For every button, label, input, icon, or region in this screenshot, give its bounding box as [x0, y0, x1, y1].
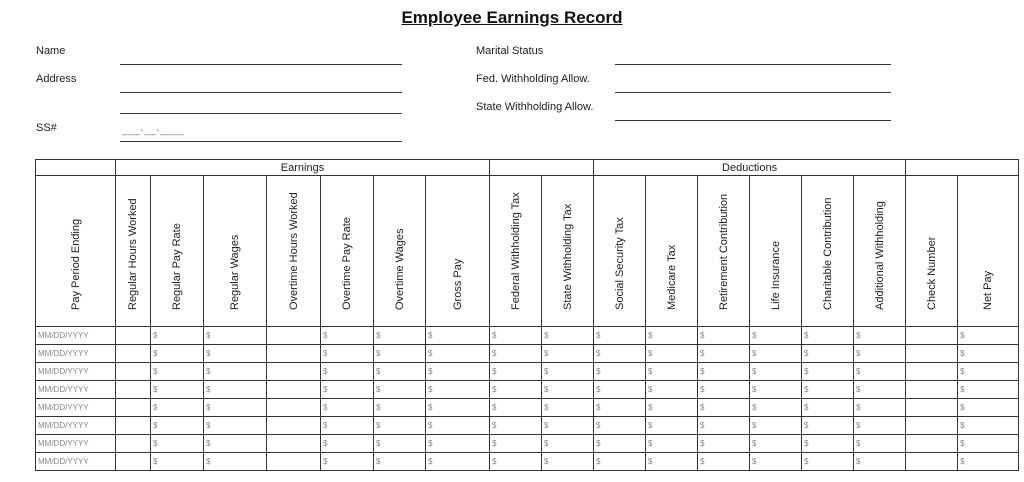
table-cell[interactable]: $ [321, 345, 374, 363]
table-cell[interactable]: MM/DD/YYYY [36, 417, 116, 435]
table-cell[interactable] [906, 381, 958, 399]
table-cell[interactable]: MM/DD/YYYY [36, 327, 116, 345]
table-cell[interactable]: $ [542, 435, 594, 453]
table-cell[interactable]: $ [646, 363, 698, 381]
table-cell[interactable]: $ [542, 345, 594, 363]
table-cell[interactable]: $ [490, 363, 542, 381]
table-cell[interactable]: $ [374, 345, 426, 363]
table-cell[interactable] [267, 345, 321, 363]
table-cell[interactable]: $ [426, 453, 490, 471]
table-cell[interactable]: $ [802, 417, 854, 435]
table-cell[interactable]: $ [426, 417, 490, 435]
table-cell[interactable]: $ [802, 435, 854, 453]
table-cell[interactable]: $ [750, 327, 802, 345]
table-row [36, 381, 1019, 399]
table-cell[interactable]: $ [490, 345, 542, 363]
group-header-blank [36, 160, 116, 176]
table-cell[interactable]: $ [594, 327, 646, 345]
table-row [36, 345, 1019, 363]
table-cell[interactable] [116, 327, 151, 345]
column-header [646, 176, 698, 327]
table-cell[interactable]: $ [542, 381, 594, 399]
column-header-label: Additional Withholding [873, 201, 886, 310]
table-cell[interactable]: $ [958, 399, 1019, 417]
table-cell[interactable]: $ [204, 327, 267, 345]
column-header [151, 176, 204, 327]
table-cell[interactable]: $ [151, 345, 204, 363]
table-cell[interactable]: MM/DD/YYYY [36, 381, 116, 399]
table-cell[interactable] [116, 363, 151, 381]
column-header [750, 176, 802, 327]
table-cell[interactable] [906, 453, 958, 471]
table-cell[interactable]: $ [204, 435, 267, 453]
table-cell[interactable]: $ [594, 417, 646, 435]
table-cell[interactable]: $ [958, 417, 1019, 435]
table-cell[interactable]: $ [854, 399, 906, 417]
table-cell[interactable] [906, 399, 958, 417]
column-header [321, 176, 374, 327]
table-cell[interactable]: $ [151, 399, 204, 417]
table-cell[interactable]: $ [802, 327, 854, 345]
table-cell[interactable]: $ [802, 345, 854, 363]
table-cell[interactable]: $ [542, 453, 594, 471]
column-header-label: Retirement Contribution [717, 193, 730, 310]
column-header-label: Overtime Wages [393, 228, 406, 310]
table-cell[interactable]: $ [750, 399, 802, 417]
column-header [802, 176, 854, 327]
name-field[interactable] [120, 64, 402, 65]
table-cell[interactable]: $ [958, 363, 1019, 381]
table-cell[interactable] [267, 363, 321, 381]
table-cell[interactable]: $ [321, 327, 374, 345]
table-cell[interactable] [267, 399, 321, 417]
table-cell[interactable]: $ [698, 345, 750, 363]
group-header-blank [490, 160, 594, 176]
column-header [854, 176, 906, 327]
table-cell[interactable]: $ [204, 453, 267, 471]
table-cell[interactable] [116, 435, 151, 453]
table-cell[interactable]: $ [374, 363, 426, 381]
table-cell[interactable]: $ [151, 417, 204, 435]
table-cell[interactable]: $ [321, 399, 374, 417]
column-header-label: Overtime Hours Worked [287, 192, 300, 310]
fed-allow-label: Fed. Withholding Allow. [476, 73, 590, 85]
fed-allow-field[interactable] [615, 92, 891, 93]
table-cell[interactable]: $ [854, 453, 906, 471]
table-cell[interactable]: MM/DD/YYYY [36, 399, 116, 417]
table-cell[interactable]: $ [321, 363, 374, 381]
column-header-label: Regular Hours Worked [127, 198, 139, 310]
table-cell[interactable]: $ [594, 453, 646, 471]
table-cell[interactable]: $ [321, 453, 374, 471]
column-header-label: Gross Pay [451, 258, 464, 310]
column-header-label: Regular Wages [229, 234, 241, 310]
table-cell[interactable]: MM/DD/YYYY [36, 453, 116, 471]
state-allow-field[interactable] [615, 120, 891, 121]
column-header [426, 176, 490, 327]
table-cell[interactable] [116, 399, 151, 417]
marital-status-field[interactable] [615, 64, 891, 65]
table-cell[interactable] [267, 435, 321, 453]
column-header-label: Net Pay [982, 270, 995, 310]
ssn-placeholder: ___-__-____ [122, 125, 185, 136]
table-row [36, 399, 1019, 417]
table-cell[interactable]: $ [490, 435, 542, 453]
table-cell[interactable]: $ [854, 327, 906, 345]
table-cell[interactable]: $ [204, 417, 267, 435]
table-cell[interactable] [267, 453, 321, 471]
group-header-blank [906, 160, 1019, 176]
table-cell[interactable]: $ [698, 381, 750, 399]
table-cell[interactable]: $ [594, 399, 646, 417]
address-label: Address [36, 73, 77, 85]
table-cell[interactable]: $ [698, 327, 750, 345]
table-cell[interactable]: $ [750, 381, 802, 399]
table-row [36, 363, 1019, 381]
table-cell[interactable]: $ [854, 345, 906, 363]
table-cell[interactable]: $ [802, 453, 854, 471]
table-cell[interactable]: $ [958, 435, 1019, 453]
state-allow-label: State Withholding Allow. [476, 101, 594, 113]
table-cell[interactable]: $ [958, 381, 1019, 399]
table-cell[interactable]: $ [646, 453, 698, 471]
earnings-table [35, 159, 1019, 471]
table-cell[interactable] [267, 381, 321, 399]
table-cell[interactable]: $ [490, 327, 542, 345]
table-cell[interactable]: $ [204, 381, 267, 399]
table-cell[interactable]: MM/DD/YYYY [36, 345, 116, 363]
name-label: Name [36, 45, 66, 57]
table-cell[interactable]: $ [958, 345, 1019, 363]
column-header-label: Pay Period Ending [69, 218, 82, 310]
table-cell[interactable]: $ [374, 399, 426, 417]
table-row [36, 327, 1019, 345]
table-cell[interactable]: $ [490, 453, 542, 471]
table-cell[interactable]: $ [646, 345, 698, 363]
address-field-line-1[interactable] [120, 92, 402, 93]
table-cell[interactable]: $ [646, 327, 698, 345]
table-cell[interactable]: $ [204, 363, 267, 381]
table-cell[interactable]: $ [750, 345, 802, 363]
table-cell[interactable]: $ [374, 417, 426, 435]
column-header [116, 176, 151, 327]
table-cell[interactable] [906, 327, 958, 345]
table-cell[interactable]: $ [750, 435, 802, 453]
table-cell[interactable]: $ [698, 453, 750, 471]
table-cell[interactable] [116, 417, 151, 435]
table-cell[interactable]: $ [204, 399, 267, 417]
column-header [542, 176, 594, 327]
column-header [36, 176, 116, 327]
column-header-label: Social Security Tax [613, 217, 626, 310]
table-row [36, 435, 1019, 453]
table-cell[interactable] [267, 327, 321, 345]
ssn-field[interactable] [120, 141, 402, 142]
table-cell[interactable]: $ [646, 417, 698, 435]
table-cell[interactable]: $ [204, 345, 267, 363]
table-cell[interactable]: $ [426, 327, 490, 345]
table-cell[interactable]: $ [426, 399, 490, 417]
table-cell[interactable]: $ [321, 381, 374, 399]
table-cell[interactable]: $ [151, 453, 204, 471]
table-cell[interactable]: $ [426, 363, 490, 381]
table-cell[interactable]: $ [321, 435, 374, 453]
table-cell[interactable]: $ [750, 363, 802, 381]
table-cell[interactable]: $ [490, 417, 542, 435]
table-cell[interactable]: $ [594, 345, 646, 363]
table-cell[interactable]: $ [802, 381, 854, 399]
column-header-label: State Withholding Tax [561, 203, 574, 310]
column-header [906, 176, 958, 327]
table-cell[interactable]: $ [802, 399, 854, 417]
table-row [36, 453, 1019, 471]
table-cell[interactable]: $ [374, 327, 426, 345]
table-cell[interactable]: $ [426, 345, 490, 363]
table-cell[interactable]: $ [426, 435, 490, 453]
table-cell[interactable]: $ [854, 381, 906, 399]
table-cell[interactable]: $ [750, 453, 802, 471]
column-header [267, 176, 321, 327]
table-cell[interactable]: $ [698, 363, 750, 381]
table-cell[interactable]: MM/DD/YYYY [36, 435, 116, 453]
table-cell[interactable]: $ [646, 399, 698, 417]
table-cell[interactable] [906, 363, 958, 381]
table-cell[interactable]: $ [490, 381, 542, 399]
table-cell[interactable]: $ [594, 435, 646, 453]
table-cell[interactable]: $ [958, 327, 1019, 345]
table-cell[interactable]: $ [594, 381, 646, 399]
group-header-deductions: Deductions [594, 160, 906, 176]
marital-status-label: Marital Status [476, 45, 544, 57]
table-cell[interactable]: $ [802, 363, 854, 381]
ssn-label: SS# [36, 122, 57, 134]
table-cell[interactable]: $ [151, 363, 204, 381]
column-header-label: Regular Pay Rate [171, 223, 183, 310]
group-header-earnings: Earnings [116, 160, 490, 176]
table-cell[interactable] [267, 417, 321, 435]
table-cell[interactable]: $ [542, 327, 594, 345]
table-cell[interactable]: $ [374, 453, 426, 471]
table-cell[interactable]: $ [151, 327, 204, 345]
table-cell[interactable]: $ [854, 417, 906, 435]
address-field-line-2[interactable] [120, 113, 402, 114]
table-cell[interactable]: $ [542, 363, 594, 381]
table-cell[interactable]: $ [698, 417, 750, 435]
column-header [958, 176, 1019, 327]
column-header-label: Overtime Pay Rate [341, 217, 353, 310]
table-cell[interactable]: $ [958, 453, 1019, 471]
table-cell[interactable]: $ [646, 435, 698, 453]
table-cell[interactable]: $ [321, 417, 374, 435]
table-cell[interactable]: $ [698, 399, 750, 417]
form-title: Employee Earnings Record [401, 8, 623, 27]
table-cell[interactable]: $ [490, 399, 542, 417]
table-cell[interactable]: $ [151, 435, 204, 453]
table-cell[interactable]: $ [646, 381, 698, 399]
column-header [490, 176, 542, 327]
table-cell[interactable]: $ [374, 381, 426, 399]
table-cell[interactable] [116, 381, 151, 399]
table-cell[interactable]: $ [542, 417, 594, 435]
table-cell[interactable]: $ [698, 435, 750, 453]
table-cell[interactable]: MM/DD/YYYY [36, 363, 116, 381]
column-header-label: Life Insurance [769, 240, 782, 310]
table-cell[interactable]: $ [542, 399, 594, 417]
column-header [204, 176, 267, 327]
table-cell[interactable]: $ [594, 363, 646, 381]
column-header [698, 176, 750, 327]
table-cell[interactable] [906, 345, 958, 363]
table-cell[interactable] [906, 417, 958, 435]
column-header-label: Medicare Tax [665, 244, 678, 310]
table-cell[interactable] [116, 345, 151, 363]
table-cell[interactable]: $ [854, 363, 906, 381]
table-row [36, 417, 1019, 435]
column-header [374, 176, 426, 327]
column-header-label: Charitable Contribution [821, 197, 834, 310]
column-header [594, 176, 646, 327]
column-header-label: Federal Withholding Tax [509, 192, 522, 310]
table-cell[interactable] [116, 453, 151, 471]
table-cell[interactable] [906, 435, 958, 453]
table-cell[interactable]: $ [750, 417, 802, 435]
table-cell[interactable]: $ [374, 435, 426, 453]
table-cell[interactable]: $ [854, 435, 906, 453]
column-header-label: Check Number [925, 236, 938, 310]
table-cell[interactable]: $ [151, 381, 204, 399]
table-cell[interactable]: $ [426, 381, 490, 399]
